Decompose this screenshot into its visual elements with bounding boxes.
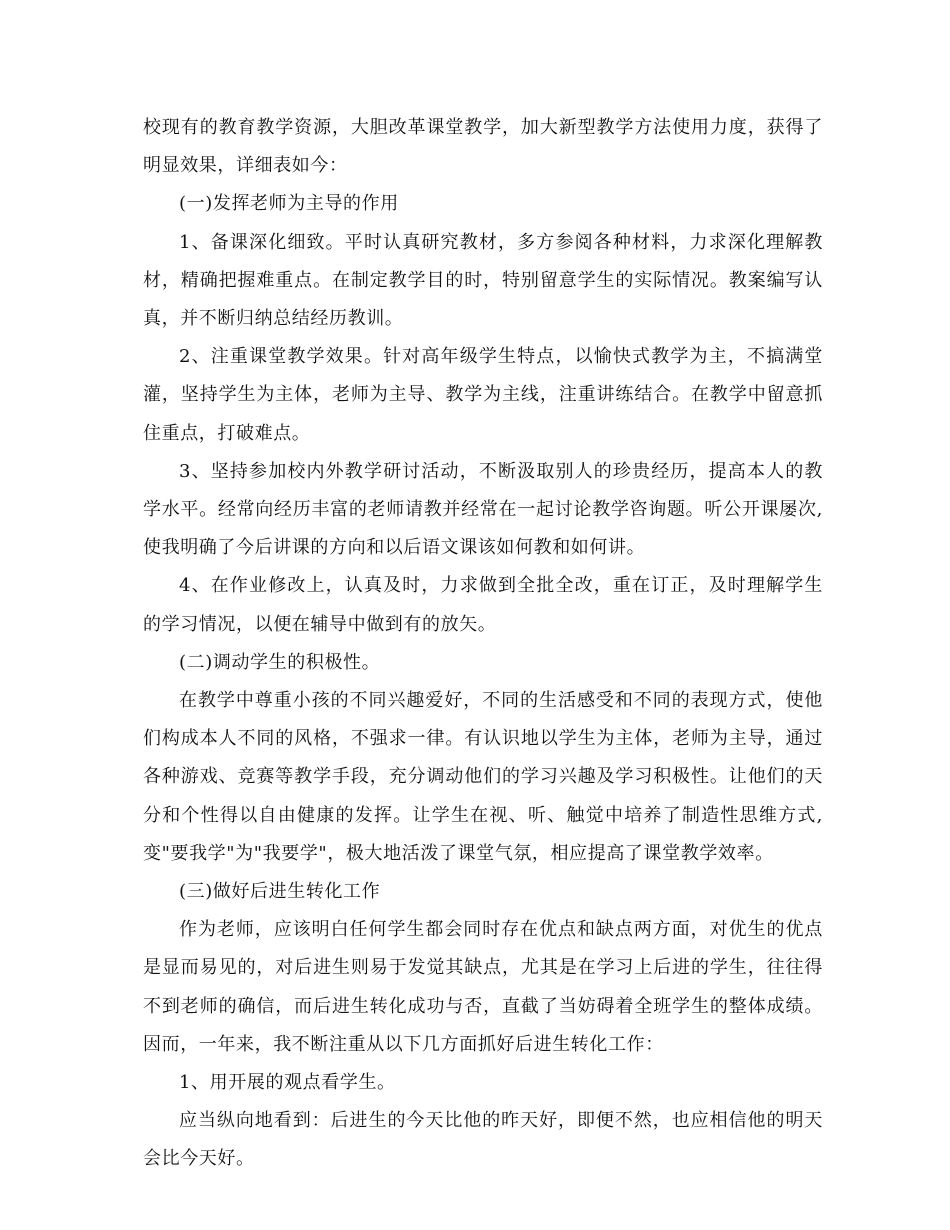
section-heading-teacher-role: (一)发挥老师为主导的作用: [179, 193, 399, 215]
paragraph-underachiever-work: 作为老师，应该明白任何学生都会同时存在优点和缺点两方面，对优生的优点是显而易见的，对后进生则易于发觉其缺点，尤其是在学习上后进的学生，往往得不到老师的确信，而后进生转化成功与否，直截了当妨碍着全班学生的整体成绩。因而，一年来，我不断注重从以下几方面抓好后进生转化工作：: [143, 919, 823, 1055]
paragraph-research-activities: 3、坚持参加校内外教学研讨活动，不断汲取别人的珍贵经历，提高本人的教学水平。经常向经历丰富的老师请教并经常在一起讨论教学咨询题。听公开课屡次,使我明确了今后讲课的方向和以后语文课该如何教和如何讲。: [143, 460, 823, 559]
paragraph-intro-continuation: 校现有的教育教学资源，大胆改革课堂教学，加大新型教学方法使用力度，获得了明显效果，详细表如今：: [143, 117, 823, 177]
paragraph-homework-correction: 4、在作业修改上，认真及时，力求做到全批全改，重在订正，及时理解学生的学习情况，以便在辅导中做到有的放矢。: [143, 575, 823, 635]
section-heading-underachievers: (三)做好后进生转化工作: [179, 881, 381, 903]
document-body: [143, 109, 823, 1179]
paragraph-lesson-prep: 1、备课深化细致。平时认真研究教材，多方参阅各种材料，力求深化理解教材，精确把握难重点。在制定教学目的时，特别留意学生的实际情况。教案编写认真，并不断归纳总结经历教训。: [143, 231, 823, 330]
paragraph-respect-interests: 在教学中尊重小孩的不同兴趣爱好，不同的生活感受和不同的表现方式，使他们构成本人不同的风格，不强求一律。有认识地以学生为主体，老师为主导，通过各种游戏、竞赛等教学手段，充分调动他们的学习兴趣及学习积极性。让他们的天分和个性得以自由健康的发挥。让学生在视、听、触觉中培养了制造性思维方式,变"要我学"为"我要学"，极大地活泼了课堂气氛，相应提高了课堂教学效率。: [143, 690, 823, 864]
paragraph-vertical-view: 应当纵向地看到：后进生的今天比他的昨天好，即便不然，也应相信他的明天会比今天好。: [143, 1110, 823, 1170]
paragraph-development-view: 1、用开展的观点看学生。: [179, 1072, 396, 1094]
section-heading-student-motivation: (二)调动学生的积极性。: [179, 651, 381, 673]
paragraph-classroom-effect: 2、注重课堂教学效果。针对高年级学生特点，以愉快式教学为主，不搞满堂灌，坚持学生为主体，老师为主导、教学为主线，注重讲练结合。在教学中留意抓住重点，打破难点。: [143, 346, 823, 444]
